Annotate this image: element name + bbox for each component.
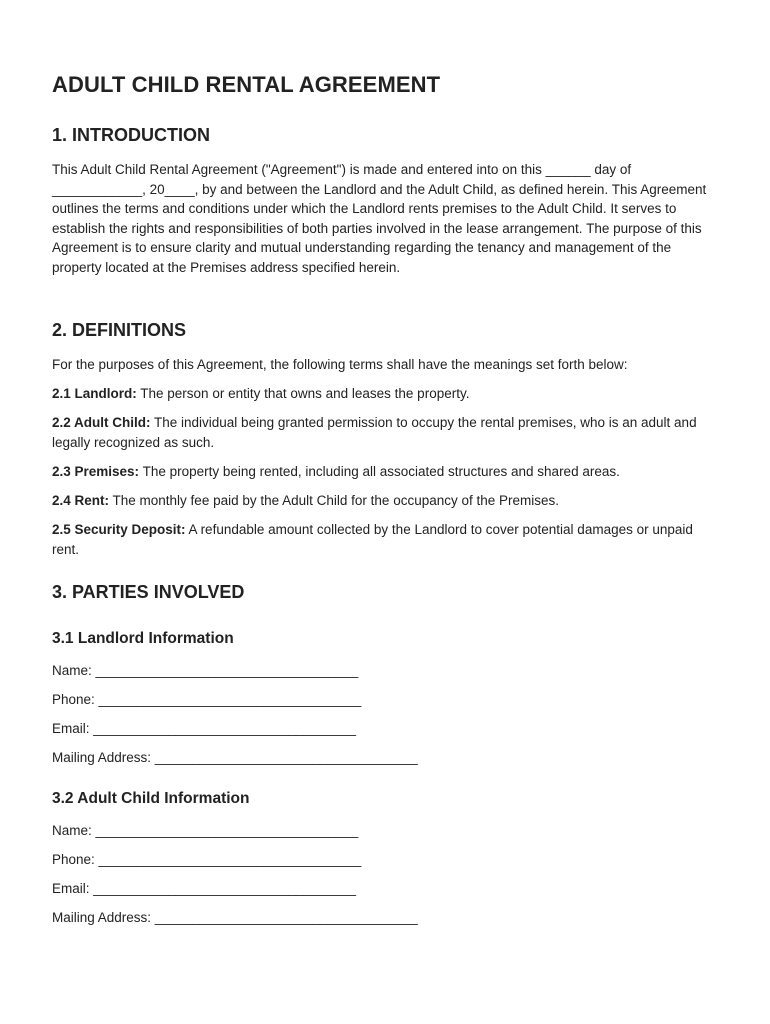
definition-rent: [52, 491, 720, 511]
definition-adult-child: [52, 413, 720, 452]
subsection-heading-landlord: 3.1 Landlord Information: [52, 630, 234, 647]
definition-landlord: [52, 384, 720, 404]
definition-term: 2.2 Adult Child:: [52, 415, 151, 430]
adult-child-address-field: Mailing Address: ___________________________________: [52, 910, 418, 925]
section-heading-parties: 3. PARTIES INVOLVED: [52, 582, 245, 602]
definition-term: 2.4 Rent:: [52, 493, 110, 508]
landlord-phone-field: Phone: ___________________________________: [52, 692, 362, 707]
definition-text: The property being rented, including all associated structures and shared areas.: [139, 464, 620, 479]
definition-security-deposit: [52, 520, 720, 559]
definition-text: A refundable amount collected by the Landlord to cover potential damages or unpaid rent.: [52, 522, 693, 557]
introduction-paragraph: This Adult Child Rental Agreement ("Agreement") is made and entered into on this ______ day of ____________, 20____, by and between the Landlord and the Adult Child, as defined herein. This Agreement outlines the terms and conditions under which the Landlord rents premises to the Adult Child. It serves to establish the rights and responsibilities of both parties involved in the lease arrangement. The purpose of this Agreement is to ensure clarity and mutual understanding regarding the tenancy and management of the property located at the Premises address specified herein.: [52, 162, 707, 275]
landlord-email-field: Email: ___________________________________: [52, 721, 357, 736]
definition-term: 2.1 Landlord:: [52, 386, 137, 401]
document-title: ADULT CHILD RENTAL AGREEMENT: [52, 72, 441, 97]
section-heading-definitions: 2. DEFINITIONS: [52, 320, 187, 340]
definition-premises: [52, 462, 720, 482]
adult-child-name-field: Name: ___________________________________: [52, 823, 359, 838]
landlord-address-field: Mailing Address: ___________________________________: [52, 750, 418, 765]
adult-child-email-field: Email: ___________________________________: [52, 881, 357, 896]
definition-text: The individual being granted permission to occupy the rental premises, who is an adult and legally recognized as such.: [52, 415, 697, 450]
definition-text: The monthly fee paid by the Adult Child for the occupancy of the Premises.: [109, 493, 560, 508]
definitions-intro: For the purposes of this Agreement, the following terms shall have the meanings set forth below:: [52, 357, 628, 372]
definition-term: 2.3 Premises:: [52, 464, 140, 479]
subsection-heading-adult-child: 3.2 Adult Child Information: [52, 790, 250, 807]
section-heading-introduction: 1. INTRODUCTION: [52, 125, 211, 145]
definition-term: 2.5 Security Deposit:: [52, 522, 186, 537]
landlord-name-field: Name: ___________________________________: [52, 663, 359, 678]
definition-text: The person or entity that owns and leases the property.: [136, 386, 470, 401]
adult-child-phone-field: Phone: ___________________________________: [52, 852, 362, 867]
